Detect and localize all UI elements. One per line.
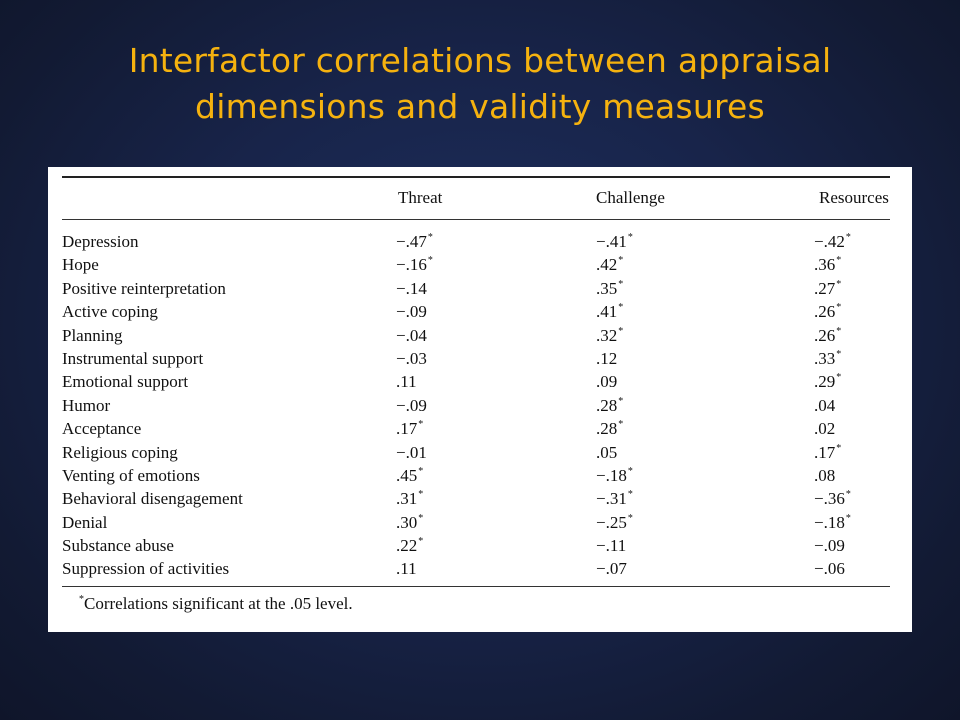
significance-mark: * (418, 465, 424, 477)
challenge-number: .12 (596, 348, 618, 368)
table-header-rule (62, 219, 890, 220)
correlation-table (48, 167, 912, 632)
resources-value (814, 511, 851, 534)
resources-value (814, 464, 835, 487)
threat-value (396, 557, 417, 580)
column-header-challenge: Challenge (596, 188, 665, 207)
threat-value (396, 300, 427, 323)
threat-value (396, 347, 427, 370)
footnote-mark: * (79, 594, 84, 605)
challenge-value (596, 277, 623, 300)
table-row (62, 370, 890, 393)
challenge-number: .42 (596, 255, 618, 275)
resources-number: −.09 (814, 536, 845, 556)
table-row (62, 511, 890, 534)
threat-number: −.03 (396, 348, 427, 368)
table-row (62, 347, 890, 370)
resources-number: .26 (814, 325, 836, 345)
significance-mark: * (836, 325, 842, 337)
threat-number: −.16 (396, 255, 427, 275)
challenge-value (596, 441, 617, 464)
threat-number: −.01 (396, 442, 427, 462)
challenge-value (596, 487, 633, 510)
significance-mark: * (618, 255, 624, 267)
challenge-value (596, 347, 617, 370)
significance-mark: * (836, 255, 842, 267)
resources-number: .17 (814, 442, 836, 462)
threat-number: .11 (396, 559, 417, 579)
resources-number: .36 (814, 255, 836, 275)
table-top-rule (62, 176, 890, 178)
title-line-2: dimensions and validity measures (195, 87, 765, 126)
significance-mark: * (418, 489, 424, 501)
challenge-value (596, 464, 633, 487)
challenge-number: −.07 (596, 559, 627, 579)
row-label: Suppression of activities (62, 559, 230, 579)
threat-value (396, 277, 427, 300)
threat-value (396, 394, 427, 417)
resources-number: .08 (814, 465, 836, 485)
challenge-value (596, 370, 617, 393)
challenge-value (596, 253, 623, 276)
threat-number: .30 (396, 512, 418, 532)
threat-number: −.47 (396, 232, 427, 251)
resources-value (814, 277, 841, 300)
challenge-value (596, 557, 627, 580)
significance-mark: * (618, 419, 624, 431)
significance-mark: * (618, 325, 624, 337)
row-label: Instrumental support (62, 348, 204, 368)
significance-mark: * (427, 232, 433, 243)
row-label: Emotional support (62, 372, 189, 392)
threat-number: .11 (396, 372, 417, 392)
challenge-value (596, 300, 623, 323)
threat-number: −.09 (396, 395, 427, 415)
resources-value (814, 487, 851, 510)
challenge-value (596, 511, 633, 534)
resources-number: −.36 (814, 489, 845, 509)
resources-value (814, 557, 845, 580)
table-row (62, 277, 890, 300)
significance-mark: * (836, 442, 842, 454)
table-footnote (78, 593, 353, 615)
resources-number: .27 (814, 278, 836, 298)
threat-value (396, 464, 423, 487)
table-row (62, 300, 890, 323)
significance-mark: * (418, 419, 424, 431)
significance-mark: * (836, 372, 842, 384)
challenge-number: −.18 (596, 465, 627, 485)
table-row (62, 487, 890, 510)
row-label: Positive reinterpretation (62, 278, 226, 298)
resources-value (814, 347, 841, 370)
significance-mark: * (627, 232, 633, 243)
challenge-number: −.11 (596, 536, 627, 556)
significance-mark: * (836, 278, 842, 290)
table-row (62, 557, 890, 580)
significance-mark: * (418, 536, 424, 548)
challenge-number: .05 (596, 442, 618, 462)
column-header-resources: Resources (819, 188, 889, 207)
significance-mark: * (418, 512, 424, 524)
significance-mark: * (845, 489, 851, 501)
resources-value (814, 441, 841, 464)
significance-mark: * (627, 512, 633, 524)
challenge-number: .28 (596, 419, 618, 439)
significance-mark: * (836, 348, 842, 360)
threat-number: .31 (396, 489, 418, 509)
significance-mark: * (845, 232, 851, 243)
row-label: Denial (62, 512, 108, 532)
significance-mark: * (618, 302, 624, 314)
row-label: Substance abuse (62, 536, 174, 556)
row-label: Depression (62, 232, 139, 251)
row-label: Active coping (62, 302, 158, 322)
challenge-number: .09 (596, 372, 618, 392)
challenge-number: −.31 (596, 489, 627, 509)
resources-number: .29 (814, 372, 836, 392)
threat-value (396, 417, 423, 440)
significance-mark: * (627, 489, 633, 501)
row-label: Religious coping (62, 442, 178, 462)
threat-value (396, 511, 423, 534)
row-label: Venting of emotions (62, 465, 200, 485)
challenge-number: .32 (596, 325, 618, 345)
significance-mark: * (618, 395, 624, 407)
footnote-text: Correlations significant at the .05 level. (84, 594, 353, 613)
threat-number: −.04 (396, 325, 427, 345)
threat-value (396, 534, 423, 557)
threat-number: .45 (396, 465, 418, 485)
significance-mark: * (627, 465, 633, 477)
table-row (62, 253, 890, 276)
slide-title (0, 38, 960, 130)
threat-number: .22 (396, 536, 418, 556)
challenge-number: −.25 (596, 512, 627, 532)
challenge-value (596, 324, 623, 347)
resources-number: −.18 (814, 512, 845, 532)
threat-value (396, 487, 423, 510)
resources-value (814, 370, 841, 393)
challenge-number: .35 (596, 278, 618, 298)
resources-number: −.06 (814, 559, 845, 579)
resources-number: .26 (814, 302, 836, 322)
challenge-value (596, 534, 626, 557)
table-bottom-rule (62, 586, 890, 587)
table-row (62, 534, 890, 557)
title-line-1: Interfactor correlations between appraisal (128, 41, 832, 80)
resources-value (814, 394, 835, 417)
significance-mark: * (845, 512, 851, 524)
resources-value (814, 417, 835, 440)
row-label: Behavioral disengagement (62, 489, 243, 509)
challenge-value (596, 230, 633, 253)
threat-number: .17 (396, 419, 418, 439)
challenge-value (596, 394, 623, 417)
resources-value (814, 324, 841, 347)
resources-number: .04 (814, 395, 836, 415)
challenge-number: −.41 (596, 232, 627, 251)
challenge-number: .41 (596, 302, 618, 322)
row-label: Acceptance (62, 419, 142, 439)
resources-number: .02 (814, 419, 836, 439)
significance-mark: * (836, 302, 842, 314)
resources-value (814, 253, 841, 276)
row-label: Planning (62, 325, 123, 345)
row-label: Hope (62, 255, 99, 275)
resources-number: .33 (814, 348, 836, 368)
challenge-value (596, 417, 623, 440)
table-row (62, 324, 890, 347)
threat-value (396, 230, 433, 253)
threat-value (396, 324, 427, 347)
table-row (62, 417, 890, 440)
resources-value (814, 300, 841, 323)
table-row (62, 464, 890, 487)
significance-mark: * (618, 278, 624, 290)
threat-value (396, 370, 417, 393)
threat-value (396, 441, 427, 464)
resources-number: −.42 (814, 232, 845, 251)
threat-number: −.14 (396, 278, 427, 298)
threat-value (396, 253, 433, 276)
resources-value (814, 230, 851, 253)
resources-value (814, 534, 845, 557)
row-label: Humor (62, 395, 111, 415)
significance-mark: * (427, 255, 433, 267)
challenge-number: .28 (596, 395, 618, 415)
column-header-threat: Threat (398, 188, 443, 207)
table-row (62, 441, 890, 464)
table-body (62, 230, 890, 581)
table-row (62, 230, 890, 253)
table-row (62, 394, 890, 417)
threat-number: −.09 (396, 302, 427, 322)
